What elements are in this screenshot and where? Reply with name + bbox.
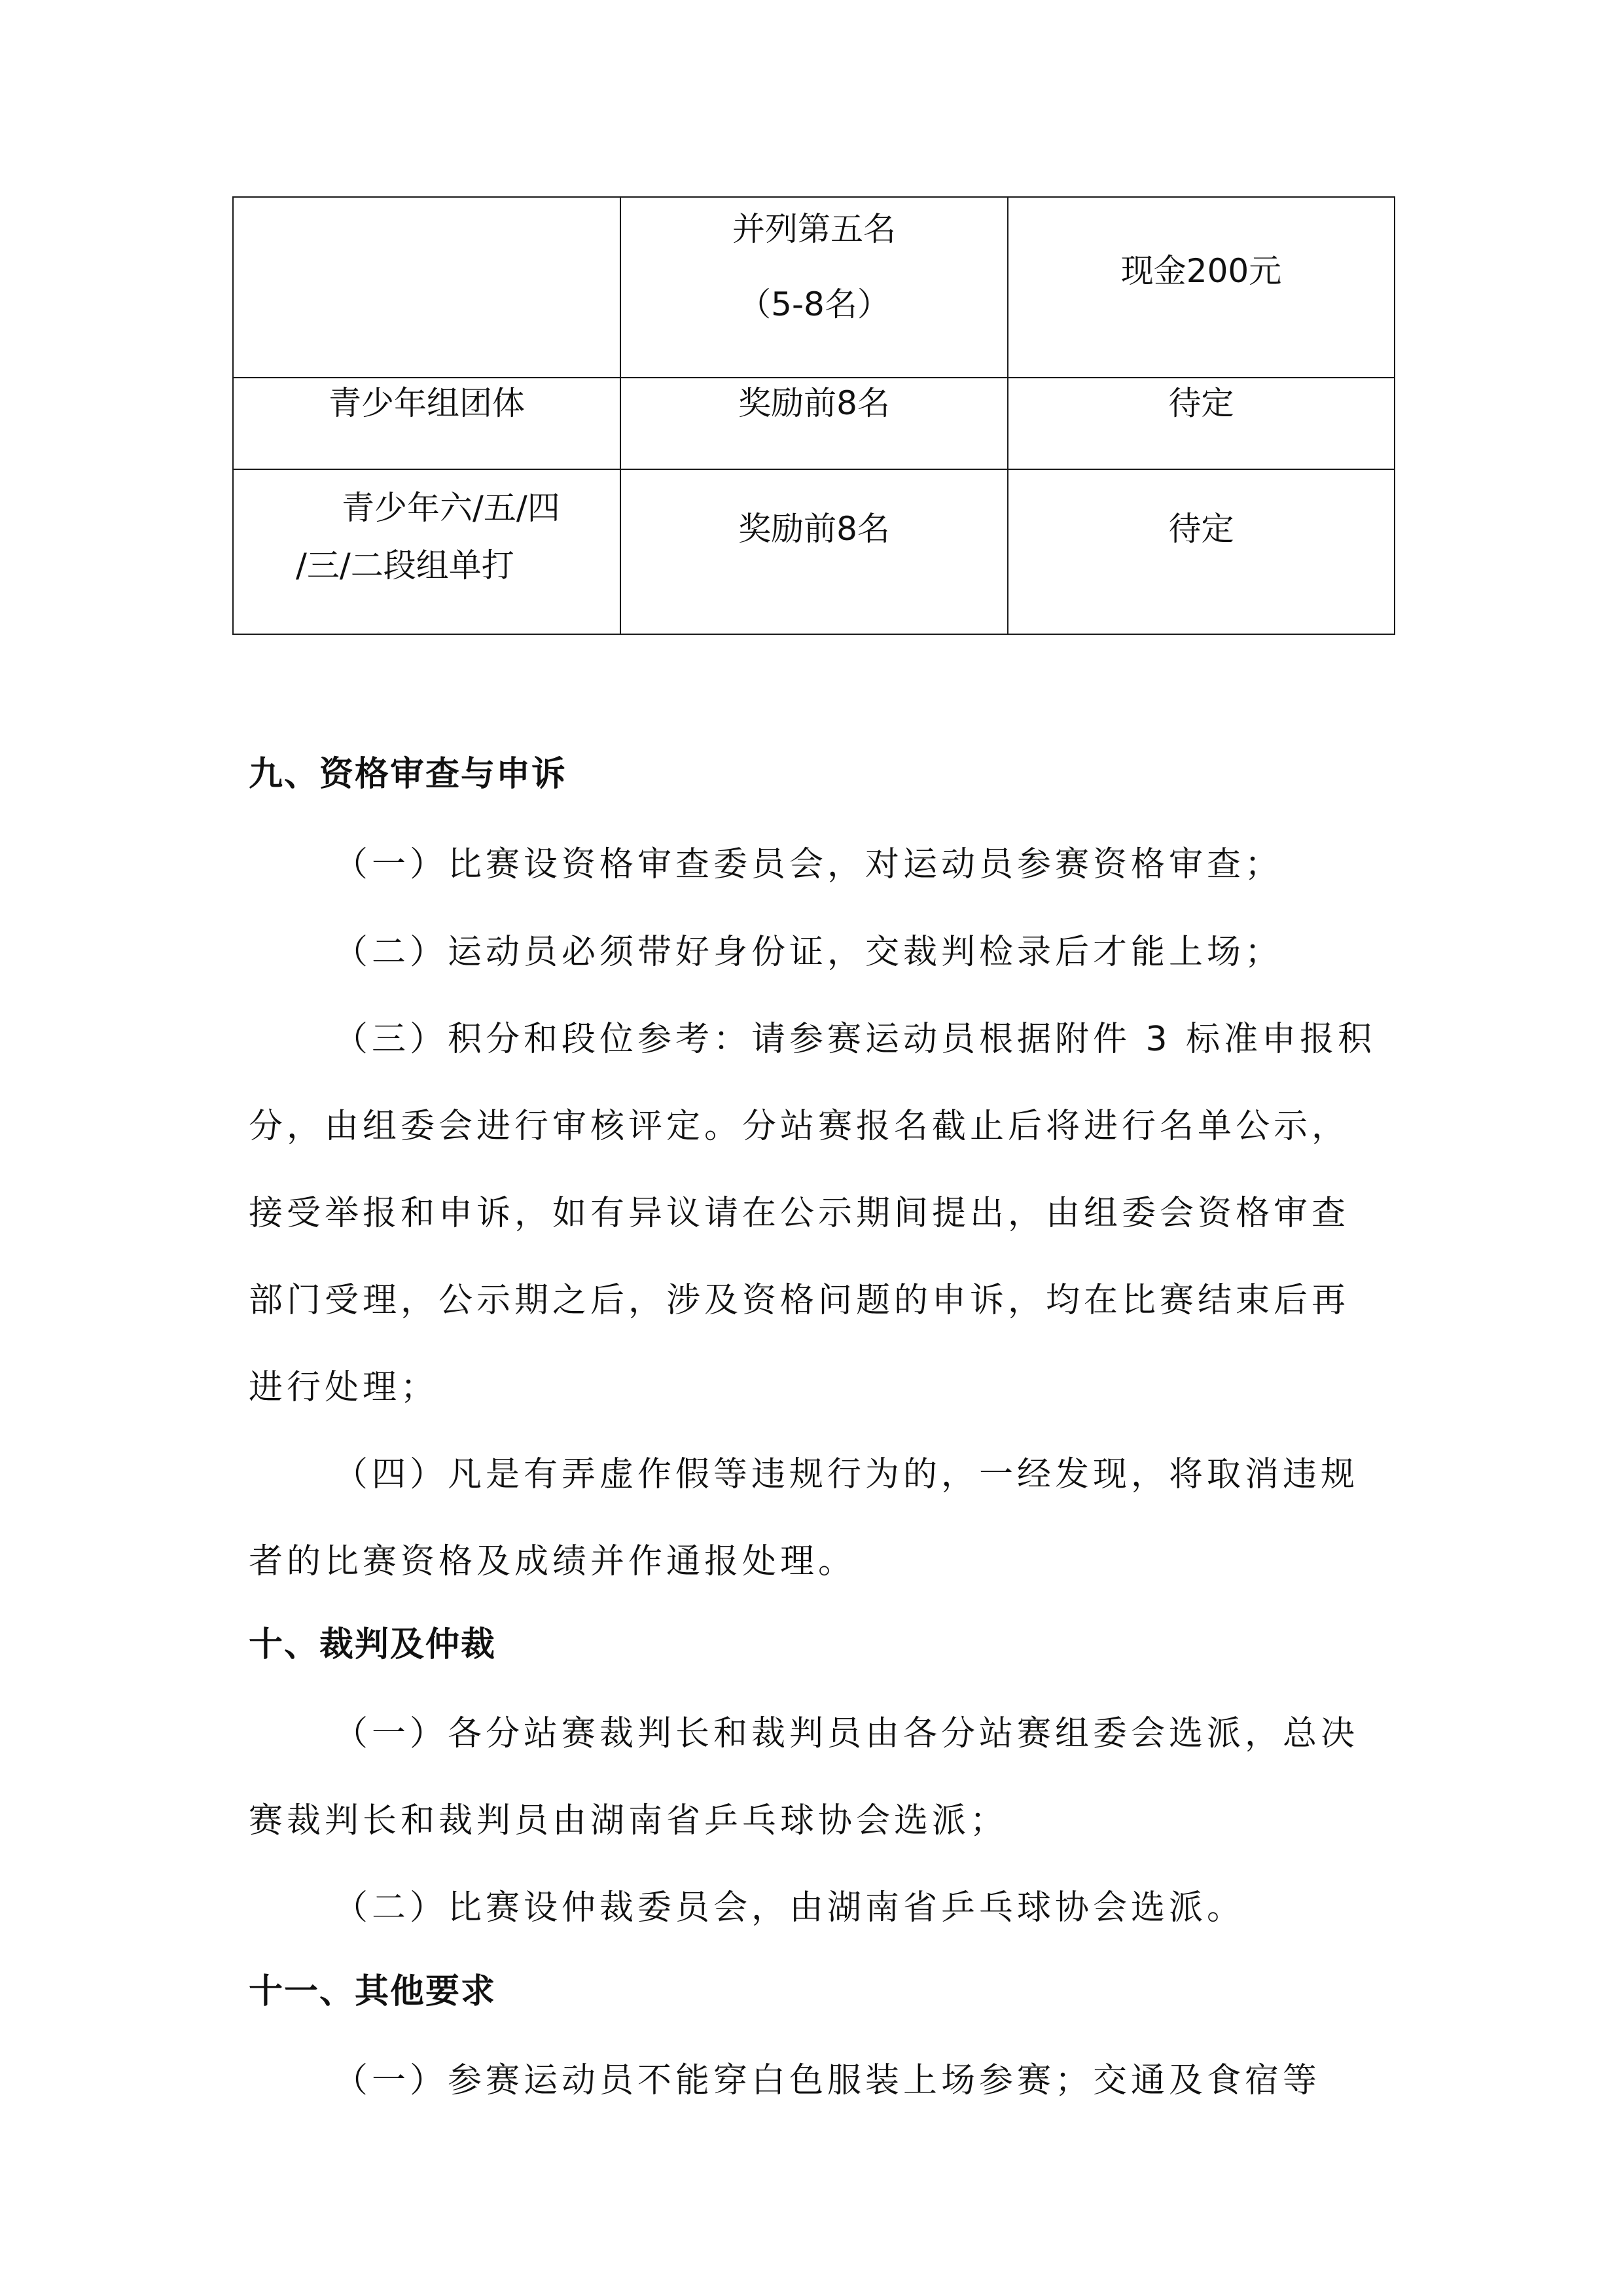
- table-cell-category: [233, 197, 620, 378]
- paragraph-line: （四）凡是有弄虚作假等违规行为的，一经发现，将取消违规: [334, 1455, 1359, 1494]
- section-heading-10: 十、裁判及仲裁: [249, 1625, 497, 1664]
- table-cell-category: [233, 469, 620, 634]
- table-row: [233, 469, 1395, 634]
- table-cell-prize: [1008, 197, 1395, 378]
- paragraph-line: 分，由组委会进行审核评定。分站赛报名截止后将进行名单公示，: [249, 1107, 1350, 1146]
- rank-line-2: （5-8名）: [738, 285, 890, 323]
- paragraph-line: 接受举报和申诉，如有异议请在公示期间提出，由组委会资格审查: [249, 1194, 1350, 1233]
- table-cell-prize: [1008, 469, 1395, 634]
- award-table: [232, 196, 1395, 635]
- paragraph: （二）运动员必须带好身份证，交裁判检录后才能上场；: [334, 933, 1283, 972]
- category-line-2: /三/二段组单打: [296, 547, 514, 584]
- rank-text: 奖励前8名: [738, 510, 890, 548]
- table-cell-category: [233, 378, 620, 469]
- prize-text: 现金200元: [1120, 252, 1282, 290]
- section-heading-11: 十一、其他要求: [249, 1972, 497, 2011]
- paragraph-line: 赛裁判长和裁判员由湖南省乒乓球协会选派；: [249, 1801, 1008, 1840]
- table-row: [233, 378, 1395, 469]
- paragraph: （二）比赛设仲裁委员会，由湖南省乒乓球协会选派。: [334, 1888, 1245, 1928]
- table-cell-prize: [1008, 378, 1395, 469]
- paragraph: （一）参赛运动员不能穿白色服装上场参赛；交通及食宿等: [334, 2061, 1321, 2100]
- table-row: [233, 197, 1395, 378]
- table-cell-rank: [620, 469, 1008, 634]
- category-text: 青少年组团体: [329, 384, 525, 422]
- rank-text: 奖励前8名: [738, 384, 890, 422]
- table-cell-rank: [620, 378, 1008, 469]
- paragraph-line: 者的比赛资格及成绩并作通报处理。: [249, 1542, 857, 1581]
- rank-line-1: 并列第五名: [732, 210, 896, 248]
- section-heading-9: 九、资格审查与申诉: [249, 755, 567, 794]
- table-cell-rank: [620, 197, 1008, 378]
- paragraph: （一）比赛设资格审查委员会，对运动员参赛资格审查；: [334, 845, 1283, 884]
- paragraph-line: 进行处理；: [249, 1368, 439, 1407]
- prize-text: 待定: [1168, 510, 1234, 548]
- paragraph-line: （三）积分和段位参考：请参赛运动员根据附件 3 标准申报积: [334, 1020, 1376, 1059]
- prize-text: 待定: [1168, 384, 1234, 422]
- paragraph-line: （一）各分站赛裁判长和裁判员由各分站赛组委会选派，总决: [334, 1714, 1359, 1753]
- paragraph-line: 部门受理，公示期之后，涉及资格问题的申诉，均在比赛结束后再: [249, 1281, 1350, 1320]
- category-line-1: 青少年六/五/四: [342, 489, 560, 527]
